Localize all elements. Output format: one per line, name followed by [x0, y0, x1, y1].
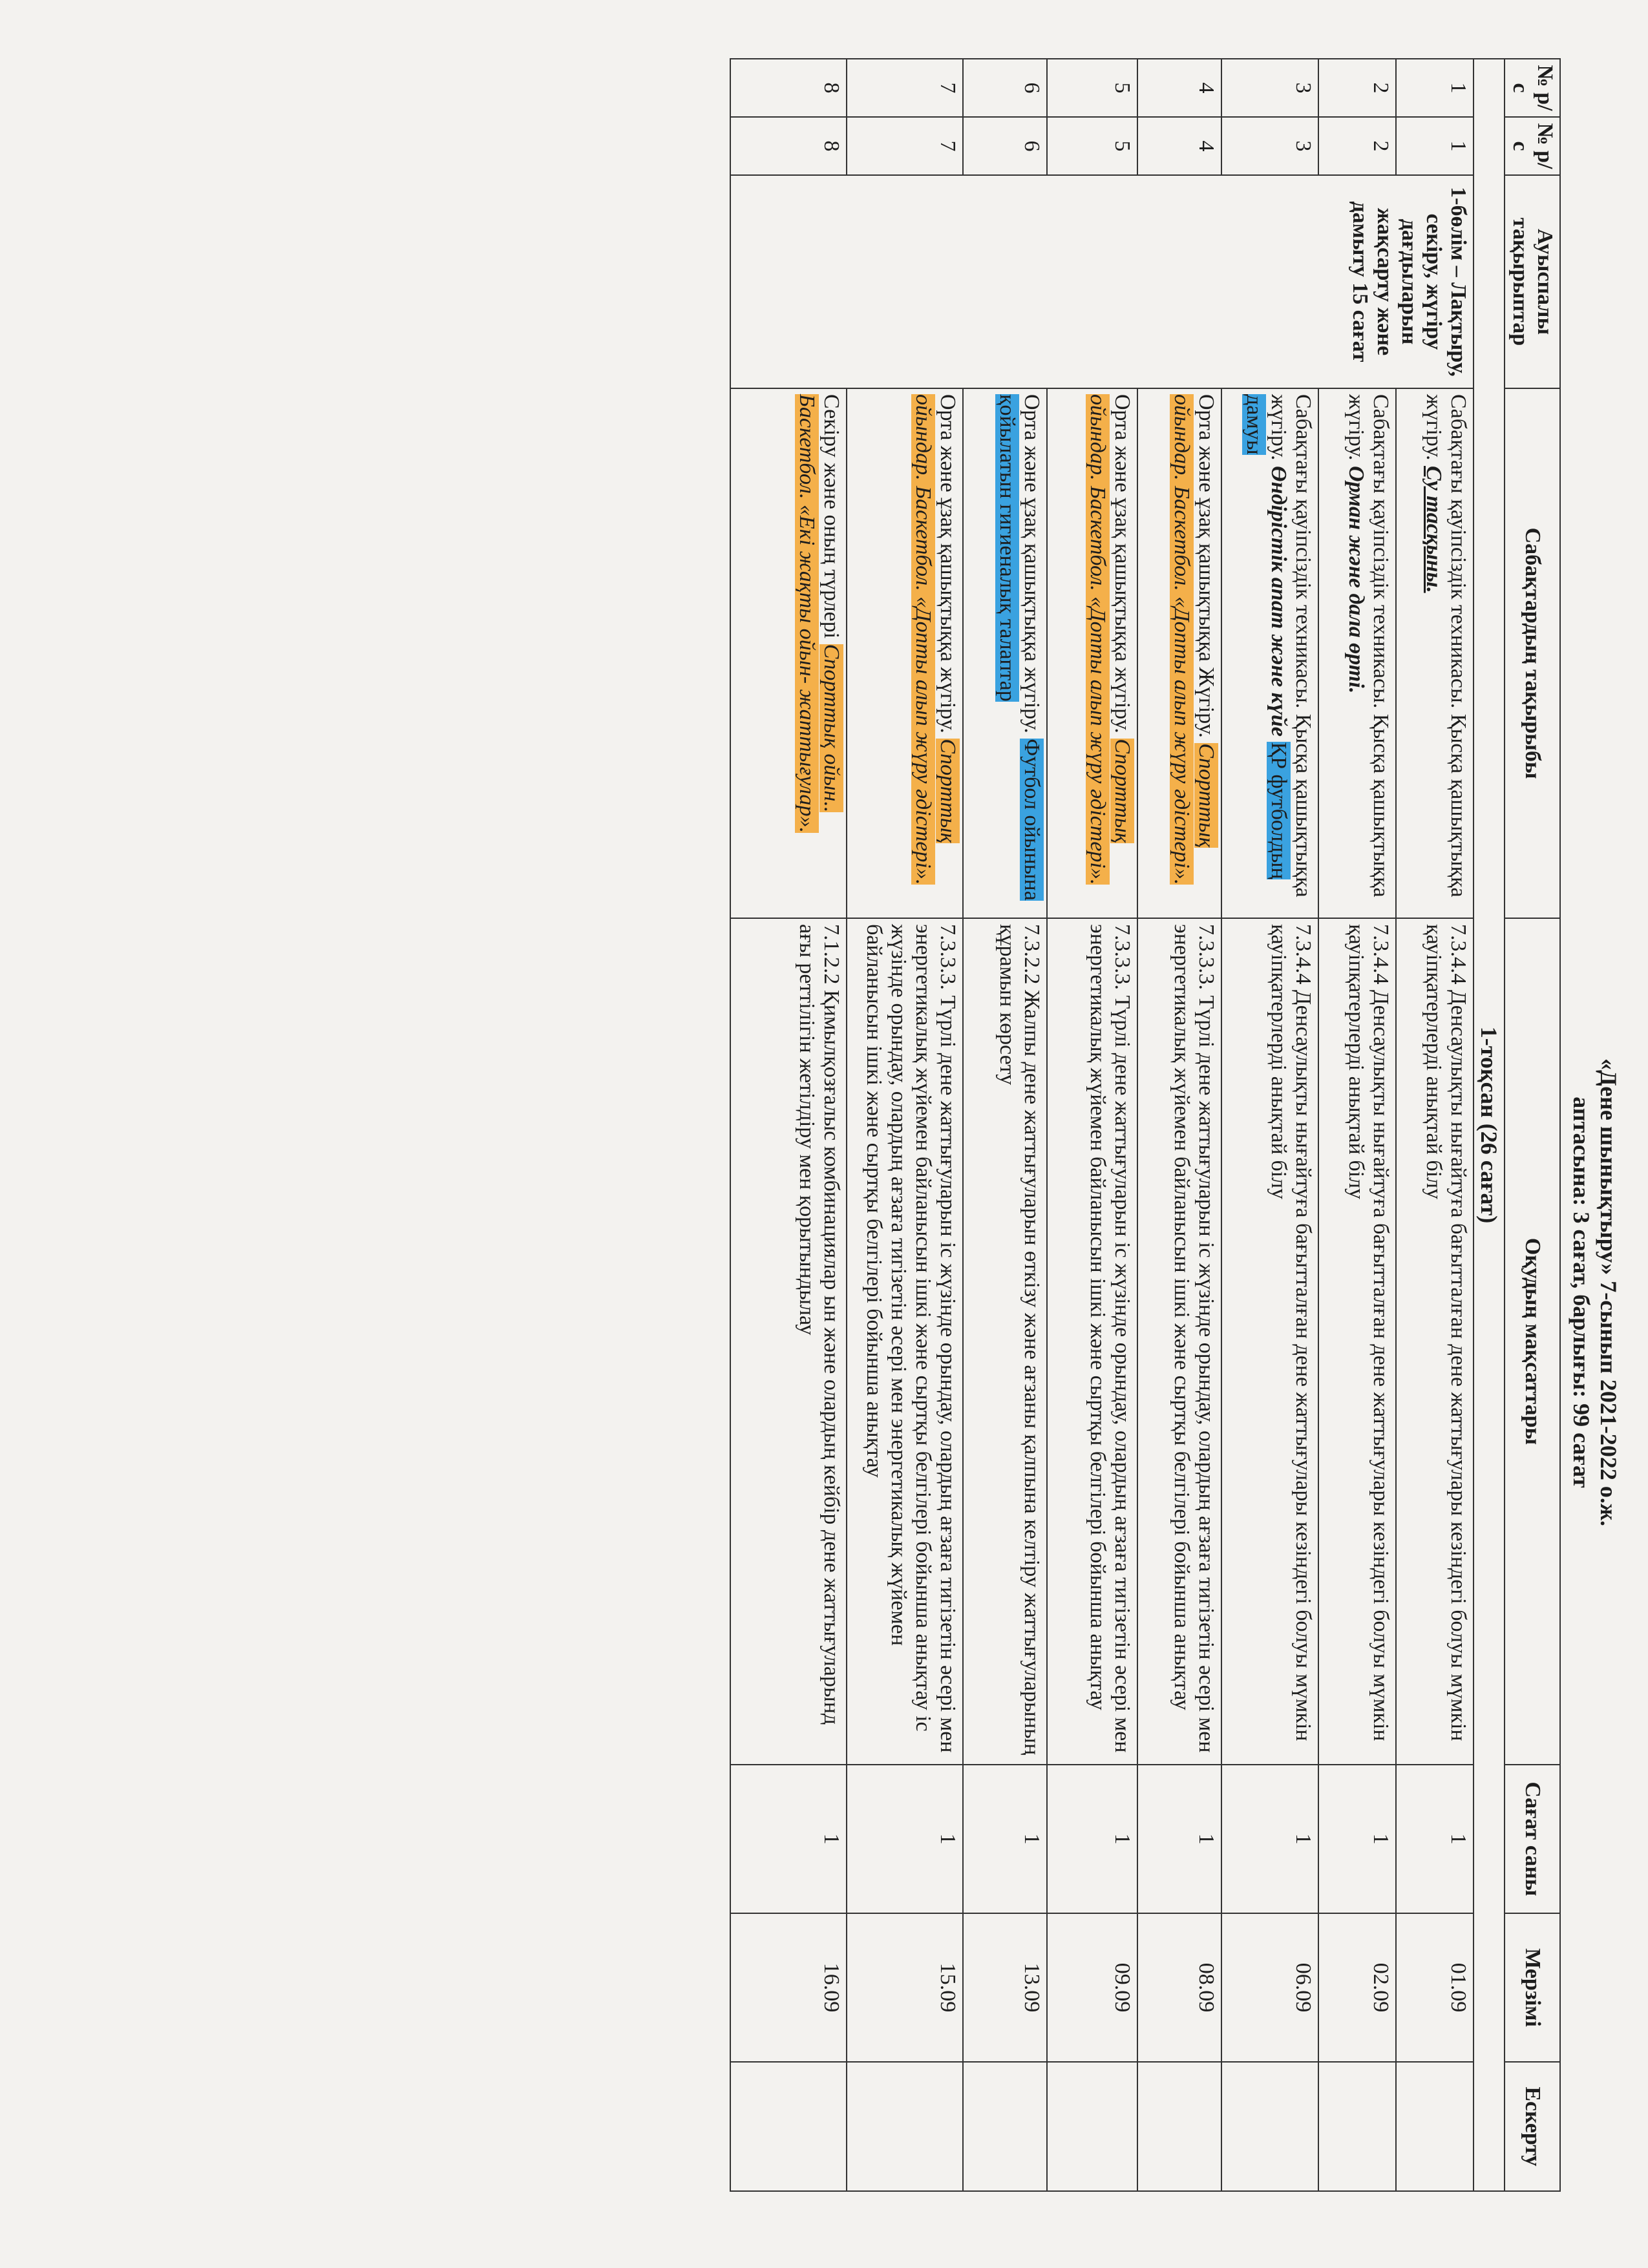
row-num1: 3: [1221, 59, 1318, 117]
quarter-row: [1474, 59, 1505, 2191]
row-objective: 7.3.4.4 Денсаулықты нығайтуға бағытталған дене жаттығулары кезіндегі болуы мүмкін қауіпқатерлерді анықтай білу: [1221, 918, 1318, 1765]
row-num1: 5: [1047, 59, 1137, 117]
topic-text: Сабақтағы қауіпсіздік техникасы. Қысқа қашықтыққа жүгіру.: [1422, 394, 1470, 898]
header-section: Ауыспалы тақырыптар: [1505, 175, 1560, 388]
row-objective: 7.3.3.3. Түрлі дене жаттығуларын іс жүзінде орындау, олардың ағзаға тигізетін әсері мен энергетикалық жүйемен байланысын ішкі және сыртқы белгілері бойынша анықтау: [1047, 918, 1137, 1765]
row-topic: [730, 388, 847, 918]
topic-text: Орта және ұзақ қашықтыққа жүгіру.: [936, 394, 960, 739]
row-topic: [1318, 388, 1396, 918]
row-objective: 7.3.3.3. Түрлі дене жаттығуларын іс жүзінде орындау, олардың ағзаға тигізетін әсері мен энергетикалық жүйемен байланысын ішкі және сыртқы белгілері бойынша анықтау: [1137, 918, 1221, 1765]
row-hours: 1: [1047, 1765, 1137, 1913]
row-date: 06.09: [1221, 1913, 1318, 2062]
row-num2: 2: [1318, 117, 1396, 175]
row-hours: 1: [1318, 1765, 1396, 1913]
topic-highlight: Спорттық ойын.. Баскетбол. «Екі жақты ойын- жаттығулар».: [795, 394, 843, 834]
row-objective: 7.3.3.3. Түрлі дене жаттығуларын іс жүзінде орындау, олардың ағзаға тигізетін әсері мен энергетикалық жүйемен байланысын ішкі және сыртқы белгілері бойынша анықтау іс жүзінде орындау, олардың ағзаға тигізетін әсері мен энергетикалық жүйемен байланысын ішкі және сыртқы белгілері бойынша анықтау: [847, 918, 963, 1765]
row-note: [963, 2062, 1047, 2191]
row-note: [1137, 2062, 1221, 2191]
topic-text: Орта және ұзақ қашықтыққа жүгіру.: [1110, 394, 1134, 739]
topic-emphasis: Орман және дала өрті.: [1344, 466, 1368, 694]
header-hours: Сағат саны: [1505, 1765, 1560, 1913]
row-hours: 1: [730, 1765, 847, 1913]
document-title: «Дене шынықтыру» 7-сынып 2021-2022 о.ж.: [1596, 1058, 1622, 1526]
row-note: [730, 2062, 847, 2191]
row-hours: 1: [1396, 1765, 1474, 1913]
header-date: Мерзімі: [1505, 1913, 1560, 2062]
row-topic: [1047, 388, 1137, 918]
row-note: [1396, 2062, 1474, 2191]
row-note: [1318, 2062, 1396, 2191]
lesson-plan-table: [730, 58, 1561, 2192]
table-row: [1396, 59, 1474, 2191]
row-num2: 7: [847, 117, 963, 175]
row-num1: 2: [1318, 59, 1396, 117]
section-title: 1-бөлім – Лақтыру, секіру, жүгіру дағдыларын жақсарту және дамыту 15 сағат: [730, 175, 1474, 388]
topic-text: Секіру және оның түрлері: [819, 394, 843, 644]
row-topic: [847, 388, 963, 918]
header-objectives: Оқудың мақсаттары: [1505, 918, 1560, 1765]
topic-highlight: Спорттық ойындар. Баскетбол. «Допты алып жүру әдістері».: [1086, 394, 1134, 885]
row-num2: 1: [1396, 117, 1474, 175]
header-num2: № р/с: [1505, 117, 1560, 175]
row-num2: 3: [1221, 117, 1318, 175]
row-date: 02.09: [1318, 1913, 1396, 2062]
row-topic: [1396, 388, 1474, 918]
row-num2: 8: [730, 117, 847, 175]
row-hours: 1: [963, 1765, 1047, 1913]
row-objective: 7.3.4.4 Денсаулықты нығайтуға бағытталған дене жаттығулары кезіндегі болуы мүмкін қауіпқатерлерді анықтай білу: [1396, 918, 1474, 1765]
row-num2: 4: [1137, 117, 1221, 175]
row-topic: [1221, 388, 1318, 918]
topic-highlight: Спорттық ойындар. Баскетбол. «Допты алып жүру әдістері».: [911, 394, 960, 885]
row-num1: 7: [847, 59, 963, 117]
topic-text: Орта және ұзақ қашықтыққа Жүгіру.: [1194, 394, 1218, 744]
row-date: 01.09: [1396, 1913, 1474, 2062]
row-date: 09.09: [1047, 1913, 1137, 2062]
row-note: [1221, 2062, 1318, 2191]
row-num1: 1: [1396, 59, 1474, 117]
row-note: [1047, 2062, 1137, 2191]
row-num1: 4: [1137, 59, 1221, 117]
row-date: 15.09: [847, 1913, 963, 2062]
topic-highlight: Спорттық ойындар. Баскетбол. «Допты алып жүру әдістері».: [1170, 394, 1218, 885]
quarter-heading: 1-тоқсан (26 сағат): [1474, 59, 1505, 2191]
row-num1: 6: [963, 59, 1047, 117]
topic-highlight: Футбол ойынына қойылатын гигиеналық талаптар: [995, 394, 1044, 901]
header-note: Ескерту: [1505, 2062, 1560, 2191]
header-num1: № р/с: [1505, 59, 1560, 117]
topic-text: Сабақтағы қауіпсіздік техникасы. Қысқа қашықтыққа жүгіру.: [1267, 394, 1315, 898]
header-topic: Сабақтардың тақырыбы: [1505, 388, 1560, 918]
row-objective: 7.1.2.2 Қимылқозғалыс комбинациялар ын және олардың кейбір дене жаттығуларынд ағы реттілігін жетілдіру мен қорытындылау: [730, 918, 847, 1765]
header-row: [1505, 59, 1560, 2191]
topic-emphasis: Су тасқыны.: [1422, 466, 1446, 593]
row-num1: 8: [730, 59, 847, 117]
row-topic: [963, 388, 1047, 918]
row-num2: 6: [963, 117, 1047, 175]
topic-text: Орта және ұзақ қашықтыққа жүгіру.: [1020, 394, 1044, 739]
row-objective: 7.3.2.2 Жалпы дене жаттығуларын өткізу және ағзаны қалпына келтіру жаттығуларының құрамын көрсету: [963, 918, 1047, 1765]
row-topic: [1137, 388, 1221, 918]
row-hours: 1: [847, 1765, 963, 1913]
row-objective: 7.3.4.4 Денсаулықты нығайтуға бағытталған дене жаттығулары кезіндегі болуы мүмкін қауіпқатерлерді анықтай білу: [1318, 918, 1396, 1765]
topic-highlight: ҚР футболдың дамуы: [1242, 394, 1291, 879]
row-date: 13.09: [963, 1913, 1047, 2062]
topic-emphasis: Өндірістік апат және күйе: [1267, 466, 1291, 737]
row-hours: 1: [1221, 1765, 1318, 1913]
row-date: 08.09: [1137, 1913, 1221, 2062]
topic-text: Сабақтағы қауіпсіздік техникасы. Қысқа қашықтыққа жүгіру.: [1344, 394, 1393, 898]
row-note: [847, 2062, 963, 2191]
document-subtitle: аптасына: 3 сағат, барлығы: 99 сағат: [1569, 1097, 1594, 1488]
row-hours: 1: [1137, 1765, 1221, 1913]
row-date: 16.09: [730, 1913, 847, 2062]
row-num2: 5: [1047, 117, 1137, 175]
